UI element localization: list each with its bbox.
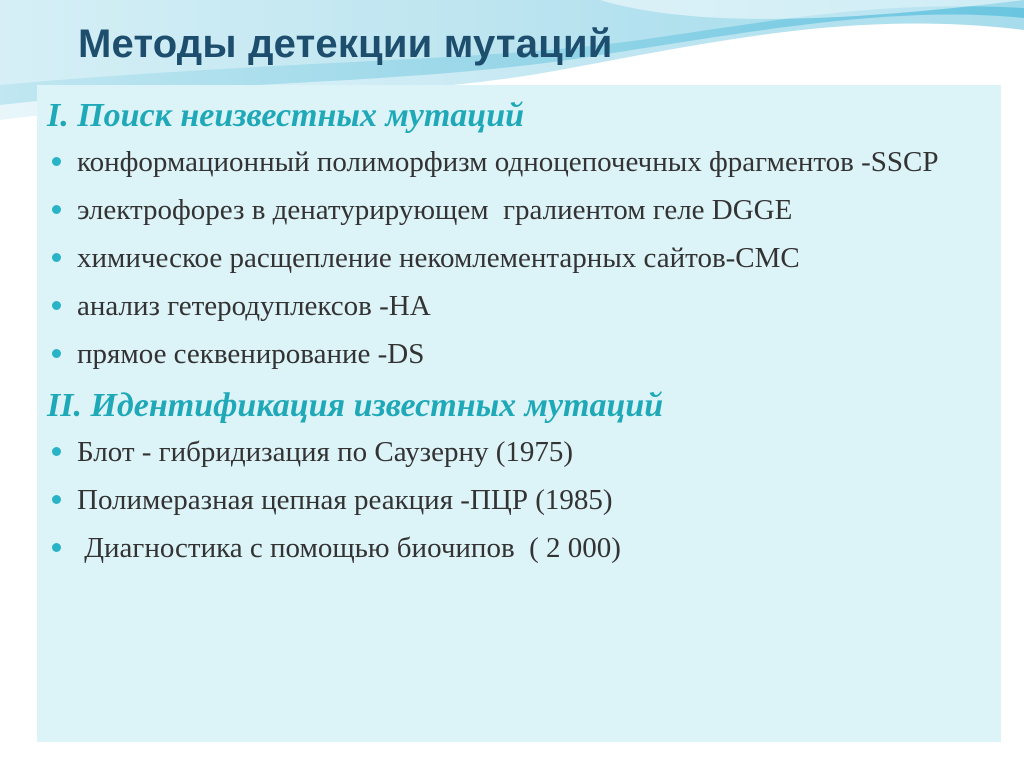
list-item-text: электрофорез в денатурирующем гралиентом геле DGGE [77, 194, 793, 226]
bullet-icon [52, 349, 61, 358]
list-item [47, 193, 991, 227]
list-item-text: анализ гетеродуплексов -HA [77, 290, 431, 322]
unknown-mutations-list [47, 145, 991, 371]
section-heading-unknown-mutations: I. Поиск неизвестных мутаций [47, 97, 525, 134]
list-item [47, 435, 991, 469]
list-item-text: Блот - гибридизация по Саузерну (1975) [77, 436, 574, 468]
bullet-icon [52, 205, 61, 214]
slide-title: Методы детекции мутаций [78, 22, 613, 66]
content-box [37, 85, 1001, 742]
known-mutations-list [47, 435, 991, 565]
bullet-icon [52, 301, 61, 310]
list-item-text: прямое секвенирование -DS [77, 338, 425, 370]
bullet-icon [52, 447, 61, 456]
list-item [47, 483, 991, 517]
section-heading-known-mutations: II. Идентификация известных мутаций [47, 387, 664, 424]
bullet-icon [52, 253, 61, 262]
list-item-text: Полимеразная цепная реакция -ПЦР (1985) [77, 484, 613, 516]
list-item [47, 337, 991, 371]
list-item [47, 241, 991, 275]
bullet-icon [52, 157, 61, 166]
list-item [47, 145, 991, 179]
bullet-icon [52, 495, 61, 504]
list-item-text: химическое расщепление некомлементарных сайтов-CMC [77, 242, 800, 274]
list-item-text: Диагностика с помощью биочипов ( 2 000) [77, 532, 621, 564]
list-item [47, 289, 991, 323]
bullet-icon [52, 543, 61, 552]
list-item [47, 531, 991, 565]
list-item-text: конформационный полиморфизм одноцепочечных фрагментов -SSCP [77, 146, 939, 178]
